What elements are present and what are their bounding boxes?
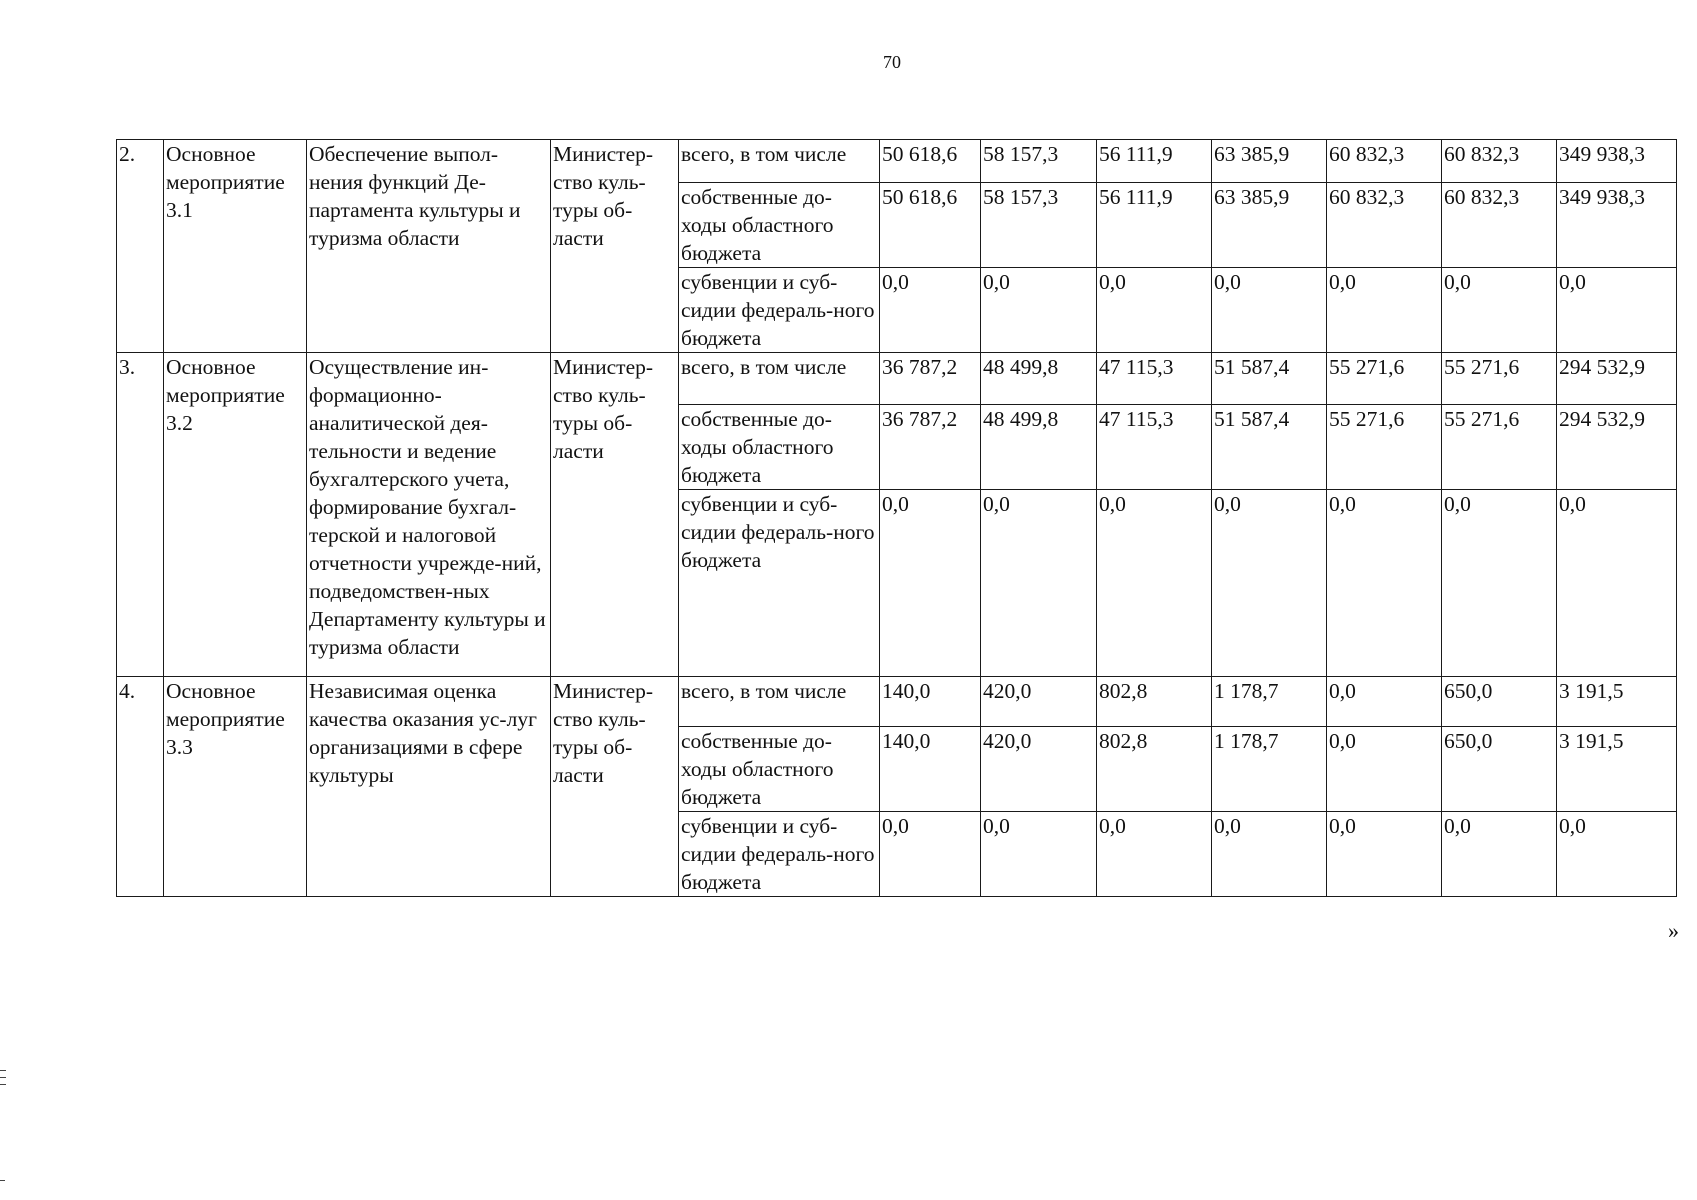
amount-cell: 50 618,6 — [880, 140, 981, 183]
amount-cell: 0,0 — [981, 268, 1097, 353]
amount-cell: 56 111,9 — [1097, 183, 1212, 268]
amount-cell: 48 499,8 — [981, 405, 1097, 490]
event-description: Независимая оценка качества оказания ус-луг организациями в сфере культуры — [307, 677, 551, 897]
amount-cell: 47 115,3 — [1097, 405, 1212, 490]
amount-cell: 36 787,2 — [880, 353, 981, 405]
amount-cell: 60 832,3 — [1327, 183, 1442, 268]
event-description: Обеспечение выпол-нения функций Де-партамента культуры и туризма области — [307, 140, 551, 353]
amount-cell: 802,8 — [1097, 677, 1212, 727]
table-row — [117, 140, 1677, 183]
amount-cell: 0,0 — [1097, 268, 1212, 353]
amount-cell: 47 115,3 — [1097, 353, 1212, 405]
executor: Министер-ство куль-туры об-ласти — [551, 353, 679, 677]
funding-source-label: субвенции и суб-сидии федераль-ного бюджета — [679, 812, 880, 897]
funding-source-label: субвенции и суб-сидии федераль-ного бюджета — [679, 490, 880, 677]
amount-cell: 50 618,6 — [880, 183, 981, 268]
amount-cell: 294 532,9 — [1557, 405, 1677, 490]
amount-cell: 0,0 — [1557, 268, 1677, 353]
amount-cell: 650,0 — [1442, 727, 1557, 812]
amount-cell: 0,0 — [1442, 268, 1557, 353]
funding-source-label: всего, в том числе — [679, 140, 880, 183]
amount-cell: 0,0 — [1327, 268, 1442, 353]
executor: Министер-ство куль-туры об-ласти — [551, 677, 679, 897]
amount-cell: 0,0 — [1442, 812, 1557, 897]
amount-cell: 55 271,6 — [1442, 353, 1557, 405]
amount-cell: 294 532,9 — [1557, 353, 1677, 405]
amount-cell: 349 938,3 — [1557, 140, 1677, 183]
amount-cell: 0,0 — [880, 490, 981, 677]
amount-cell: 55 271,6 — [1442, 405, 1557, 490]
amount-cell: 63 385,9 — [1212, 140, 1327, 183]
amount-cell: 0,0 — [1442, 490, 1557, 677]
amount-cell: 0,0 — [981, 490, 1097, 677]
amount-cell: 0,0 — [1097, 490, 1212, 677]
amount-cell: 140,0 — [880, 677, 981, 727]
event-name: Основное мероприятие 3.2 — [164, 353, 307, 677]
funding-source-label: всего, в том числе — [679, 677, 880, 727]
amount-cell: 60 832,3 — [1442, 183, 1557, 268]
row-number: 2. — [117, 140, 164, 353]
amount-cell: 3 191,5 — [1557, 677, 1677, 727]
amount-cell: 650,0 — [1442, 677, 1557, 727]
closing-quote: » — [1668, 918, 1679, 943]
table-row — [117, 677, 1677, 727]
amount-cell: 420,0 — [981, 677, 1097, 727]
funding-source-label: собственные до-ходы областного бюджета — [679, 405, 880, 490]
amount-cell: 0,0 — [880, 812, 981, 897]
margin-marks — [0, 1070, 6, 1091]
amount-cell: 0,0 — [1212, 812, 1327, 897]
amount-cell: 51 587,4 — [1212, 353, 1327, 405]
amount-cell: 63 385,9 — [1212, 183, 1327, 268]
amount-cell: 58 157,3 — [981, 140, 1097, 183]
amount-cell: 60 832,3 — [1442, 140, 1557, 183]
amount-cell: 36 787,2 — [880, 405, 981, 490]
amount-cell: 0,0 — [1557, 490, 1677, 677]
amount-cell: 0,0 — [1097, 812, 1212, 897]
amount-cell: 0,0 — [1327, 812, 1442, 897]
amount-cell: 0,0 — [981, 812, 1097, 897]
amount-cell: 0,0 — [1212, 268, 1327, 353]
funding-source-label: субвенции и суб-сидии федераль-ного бюджета — [679, 268, 880, 353]
amount-cell: 0,0 — [1212, 490, 1327, 677]
executor: Министер-ство куль-туры об-ласти — [551, 140, 679, 353]
funding-source-label: собственные до-ходы областного бюджета — [679, 183, 880, 268]
table-row — [117, 353, 1677, 405]
budget-table — [116, 139, 1677, 897]
amount-cell: 140,0 — [880, 727, 981, 812]
amount-cell: 3 191,5 — [1557, 727, 1677, 812]
amount-cell: 420,0 — [981, 727, 1097, 812]
amount-cell: 48 499,8 — [981, 353, 1097, 405]
amount-cell: 802,8 — [1097, 727, 1212, 812]
funding-source-label: всего, в том числе — [679, 353, 880, 405]
amount-cell: 0,0 — [1557, 812, 1677, 897]
table-body — [117, 140, 1677, 897]
row-number: 4. — [117, 677, 164, 897]
amount-cell: 0,0 — [1327, 490, 1442, 677]
amount-cell: 1 178,7 — [1212, 677, 1327, 727]
amount-cell: 55 271,6 — [1327, 405, 1442, 490]
amount-cell: 1 178,7 — [1212, 727, 1327, 812]
amount-cell: 0,0 — [1327, 677, 1442, 727]
funding-source-label: собственные до-ходы областного бюджета — [679, 727, 880, 812]
margin-dash — [0, 1180, 5, 1181]
event-name: Основное мероприятие 3.1 — [164, 140, 307, 353]
amount-cell: 51 587,4 — [1212, 405, 1327, 490]
page-number: 70 — [883, 52, 901, 72]
amount-cell: 349 938,3 — [1557, 183, 1677, 268]
amount-cell: 60 832,3 — [1327, 140, 1442, 183]
amount-cell: 56 111,9 — [1097, 140, 1212, 183]
amount-cell: 0,0 — [1327, 727, 1442, 812]
amount-cell: 58 157,3 — [981, 183, 1097, 268]
event-description: Осуществление ин-формационно-аналитической дея-тельности и ведение бухгалтерского учета, формирование бухгал-терской и налоговой отчетности учрежде-ний, подведомствен-ных Департаменту культуры и туризма области — [307, 353, 551, 677]
event-name: Основное мероприятие 3.3 — [164, 677, 307, 897]
amount-cell: 55 271,6 — [1327, 353, 1442, 405]
row-number: 3. — [117, 353, 164, 677]
amount-cell: 0,0 — [880, 268, 981, 353]
